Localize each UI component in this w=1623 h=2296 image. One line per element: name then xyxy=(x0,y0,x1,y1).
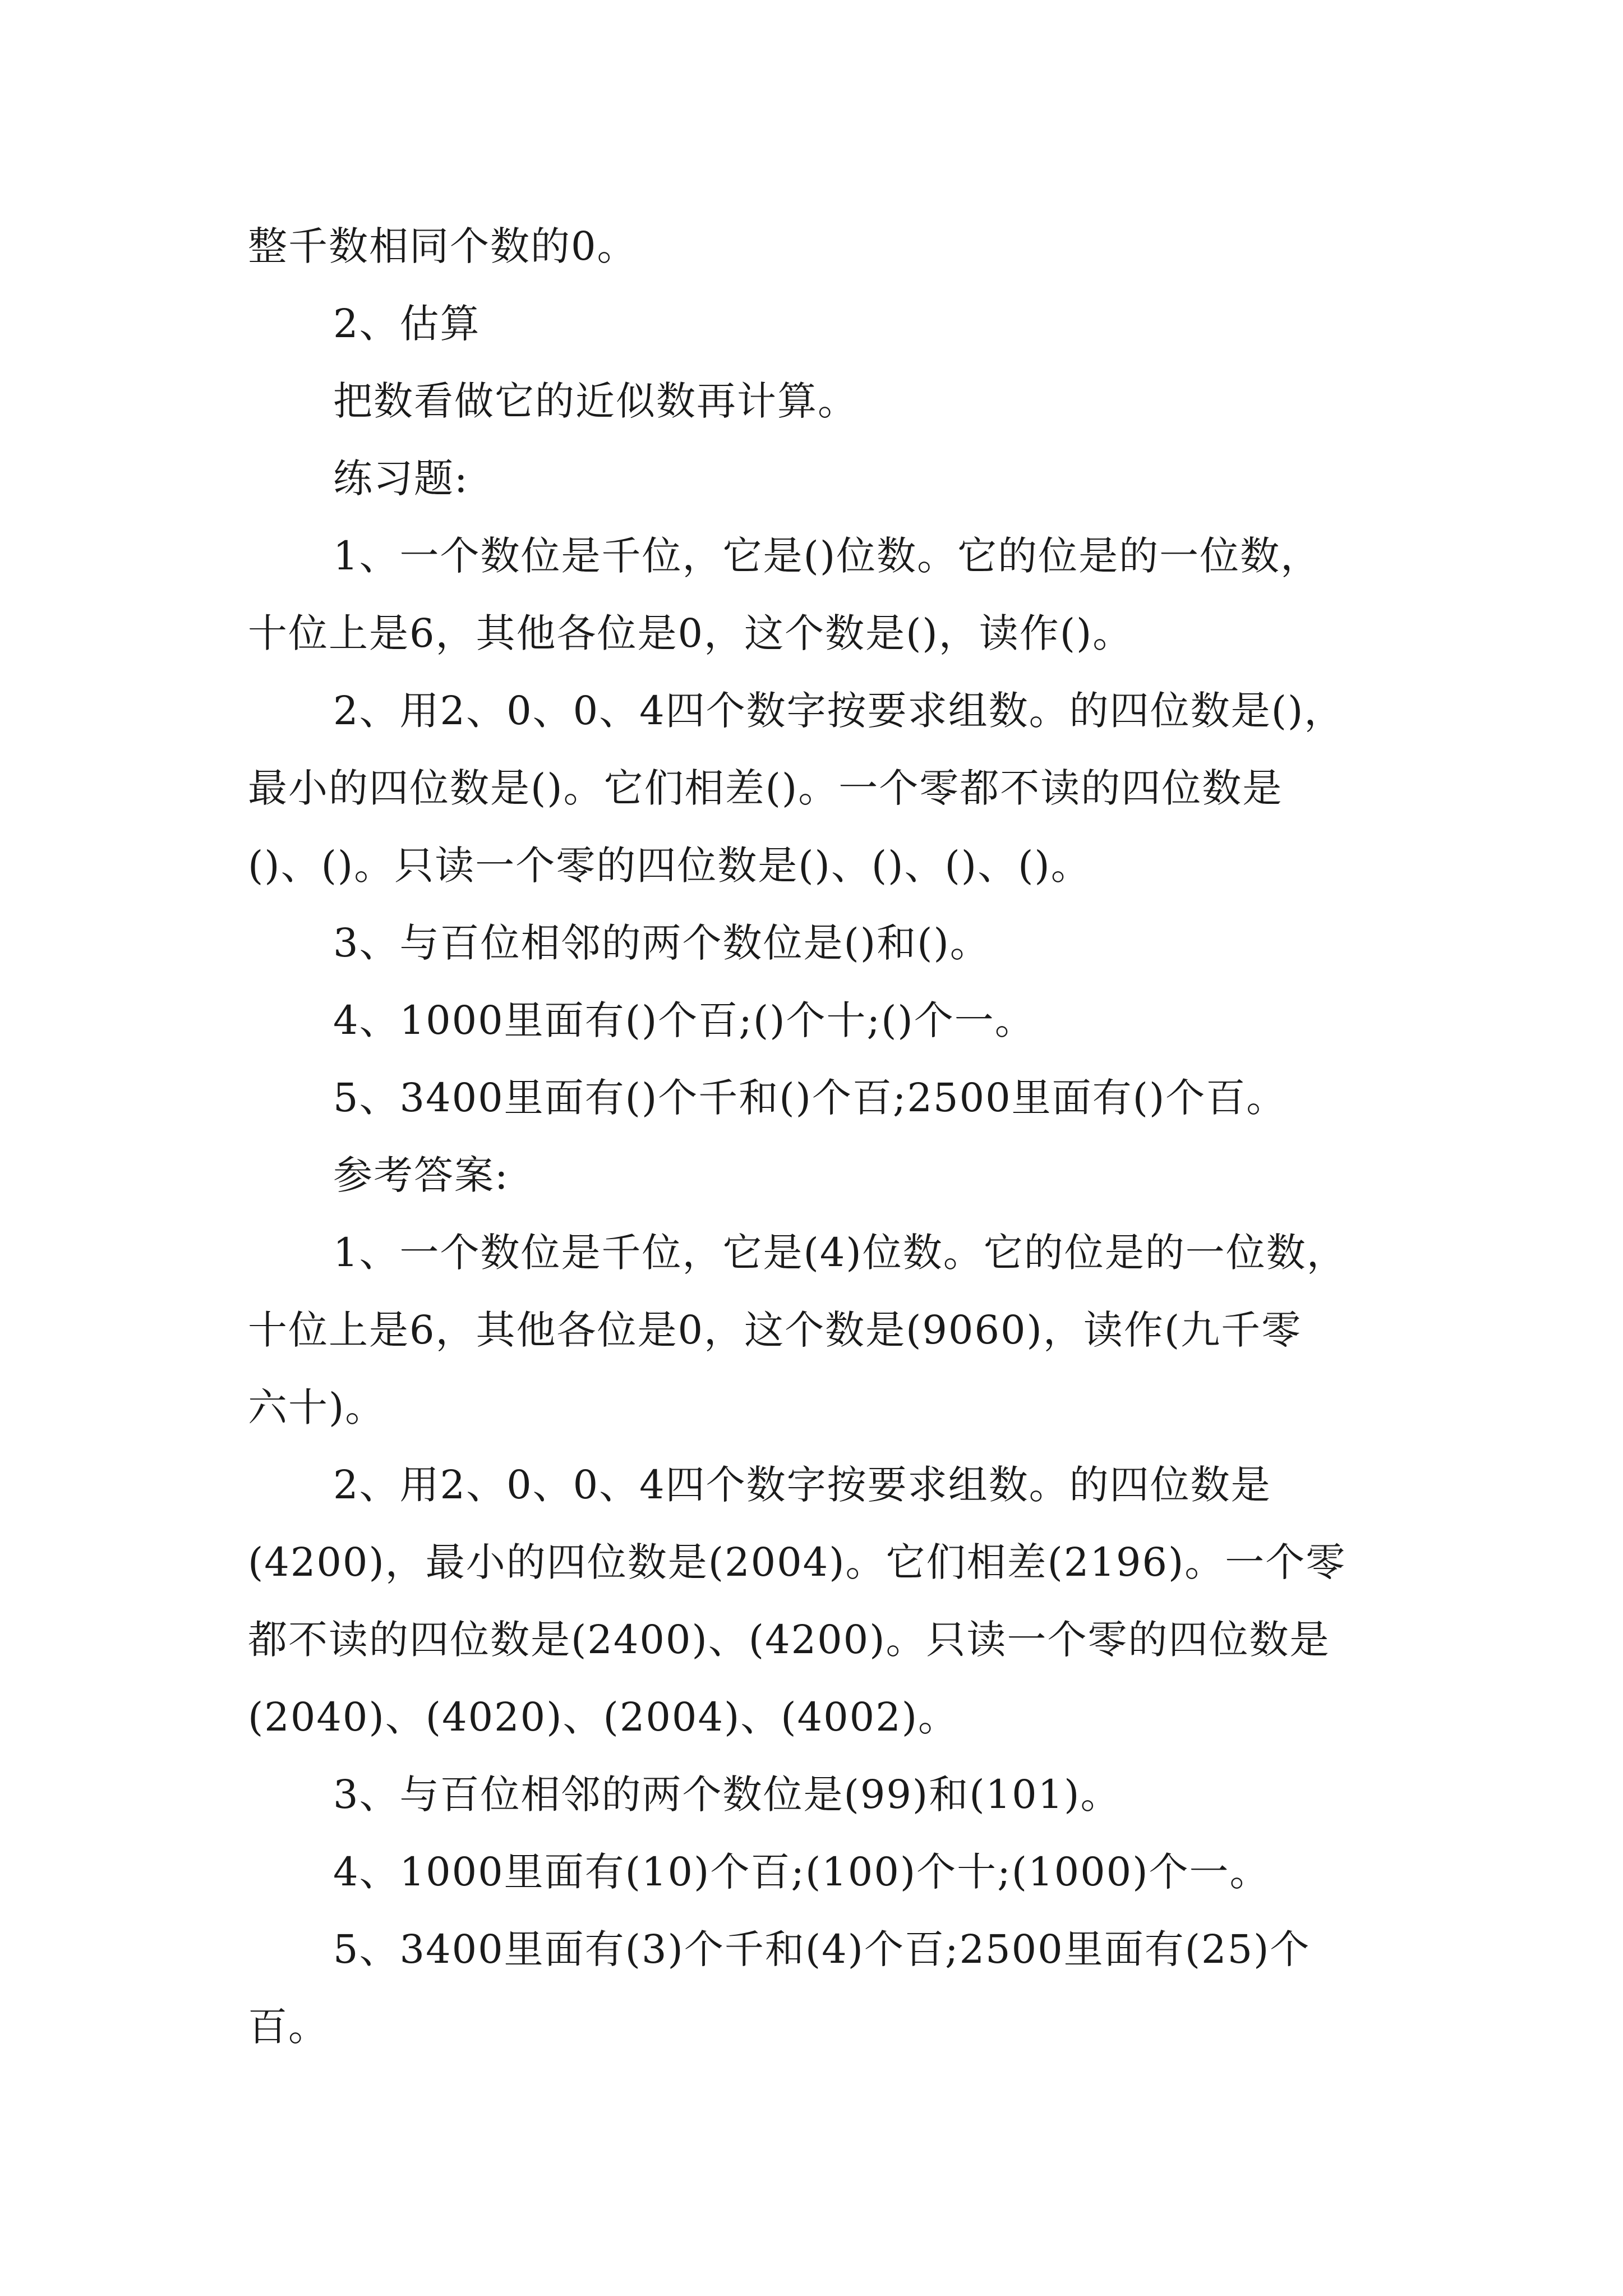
text-line: 把数看做它的近似数再计算。 xyxy=(333,378,858,424)
answer-2-line-4: (2040)、(4020)、(2004)、(4002)。 xyxy=(248,1694,959,1740)
exercise-2-line-2: 最小的四位数是()。它们相差()。一个零都不读的四位数是 xyxy=(248,765,1283,811)
answers-heading: 参考答案: xyxy=(333,1152,509,1198)
answer-2-line-3: 都不读的四位数是(2400)、(4200)。只读一个零的四位数是 xyxy=(248,1617,1330,1663)
exercise-2-line-3: ()、()。只读一个零的四位数是()、()、()、()。 xyxy=(248,843,1091,889)
answer-1-line-3: 六十)。 xyxy=(248,1384,386,1430)
answer-5-line-1: 5、3400里面有(3)个千和(4)个百;2500里面有(25)个 xyxy=(333,1926,1311,1972)
exercise-1-line-1: 1、一个数位是千位，它是()位数。它的位是的一位数， xyxy=(333,533,1321,579)
answer-1-line-2: 十位上是6，其他各位是0，这个数是(9060)，读作(九千零 xyxy=(248,1307,1302,1353)
answer-4: 4、1000里面有(10)个百;(100)个十;(1000)个一。 xyxy=(333,1849,1270,1895)
exercise-4: 4、1000里面有()个百;()个十;()个一。 xyxy=(333,997,1035,1043)
answer-2-line-1: 2、用2、0、0、4四个数字按要求组数。的四位数是 xyxy=(333,1462,1271,1508)
exercise-2-line-1: 2、用2、0、0、4四个数字按要求组数。的四位数是()， xyxy=(333,688,1345,734)
text-line: 整千数相同个数的0。 xyxy=(248,223,638,269)
document-body xyxy=(248,208,1431,2065)
answer-1-line-1: 1、一个数位是千位，它是(4)位数。它的位是的一位数， xyxy=(333,1230,1347,1276)
answer-3: 3、与百位相邻的两个数位是(99)和(101)。 xyxy=(333,1772,1121,1818)
answer-5-line-2: 百。 xyxy=(248,2004,329,2050)
answer-2-line-2: (4200)，最小的四位数是(2004)。它们相差(2196)。一个零 xyxy=(248,1539,1347,1585)
exercise-5: 5、3400里面有()个千和()个百;2500里面有()个百。 xyxy=(333,1075,1287,1121)
exercises-heading: 练习题: xyxy=(333,455,469,501)
exercise-3: 3、与百位相邻的两个数位是()和()。 xyxy=(333,920,990,966)
exercise-1-line-2: 十位上是6，其他各位是0，这个数是()，读作()。 xyxy=(248,610,1133,656)
section-heading-estimation: 2、估算 xyxy=(333,301,481,347)
